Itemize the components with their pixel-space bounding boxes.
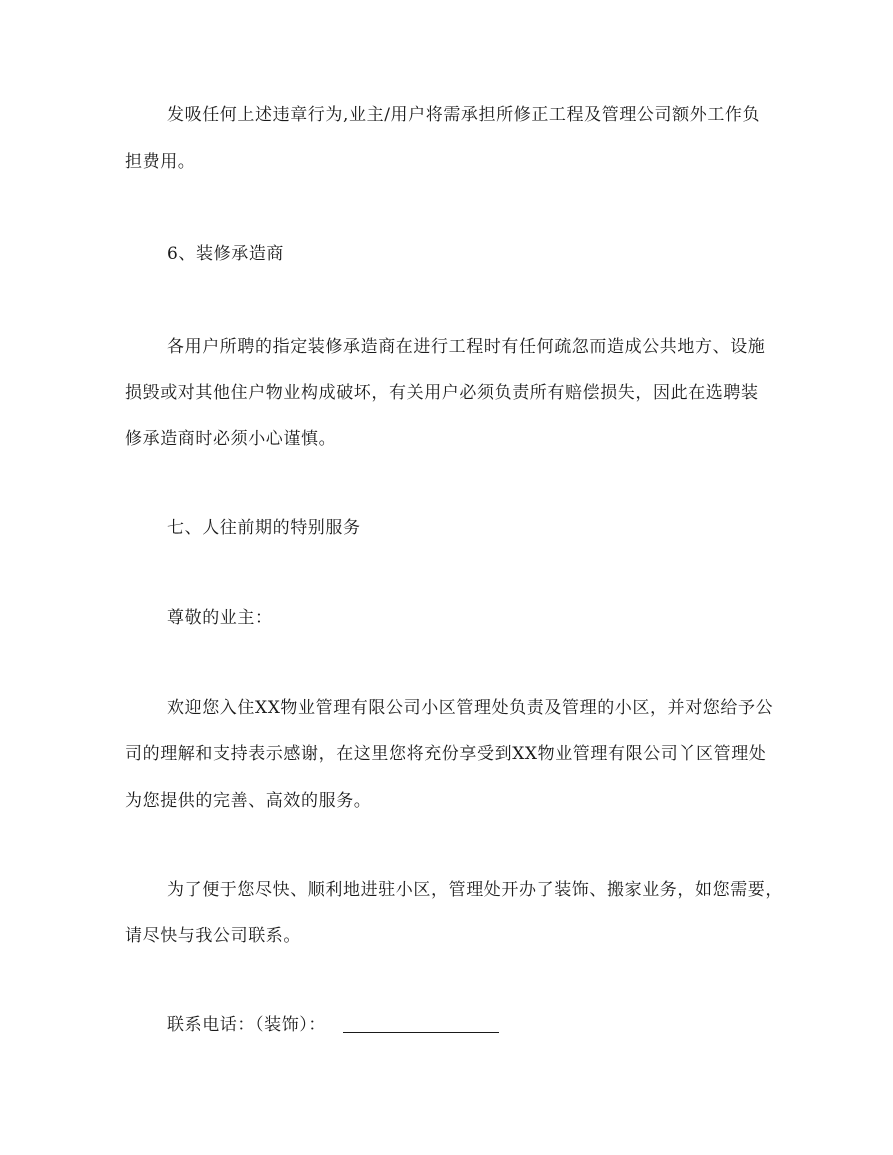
section6-heading: 6、装修承造商	[167, 244, 285, 264]
section6-para-line-1: 各用户所聘的指定装修承造商在进行工程时有任何疏忽而造成公共地方、设施	[167, 337, 766, 357]
welcome-para-line-3: 为您提供的完善、高效的服务。	[125, 791, 372, 811]
section6-para-line-2: 损毁或对其他住户物业构成破坏，有关用户必须负责所有赔偿损失，因此在选聘装	[125, 383, 759, 403]
salutation: 尊敬的业主：	[167, 608, 273, 628]
section6-para-line-3: 修承造商时必须小心谨慎。	[125, 429, 337, 449]
continuation-line-1: 发吸任何上述违章行为,业主/用户将需承担所修正工程及管理公司额外工作负	[167, 105, 761, 125]
continuation-line-2: 担费用。	[125, 152, 196, 172]
welcome-para-line-2: 司的理解和支持表示感谢，在这里您将充份享受到XX物业管理有限公司丫区管理处	[125, 744, 767, 764]
contact-phone-label: 联系电话：（装饰）：	[167, 1015, 326, 1035]
contact-phone-blank	[343, 1032, 499, 1033]
welcome-para-line-1: 欢迎您入住XX物业管理有限公司小区管理处负责及管理的小区，并对您给予公	[167, 698, 774, 718]
service-para-line-1: 为了便于您尽快、顺利地进驻小区，管理处开办了装饰、搬家业务，如您需要，	[167, 880, 783, 900]
service-para-line-2: 请尽快与我公司联系。	[125, 926, 301, 946]
section7-heading: 七、人往前期的特别服务	[167, 518, 361, 538]
